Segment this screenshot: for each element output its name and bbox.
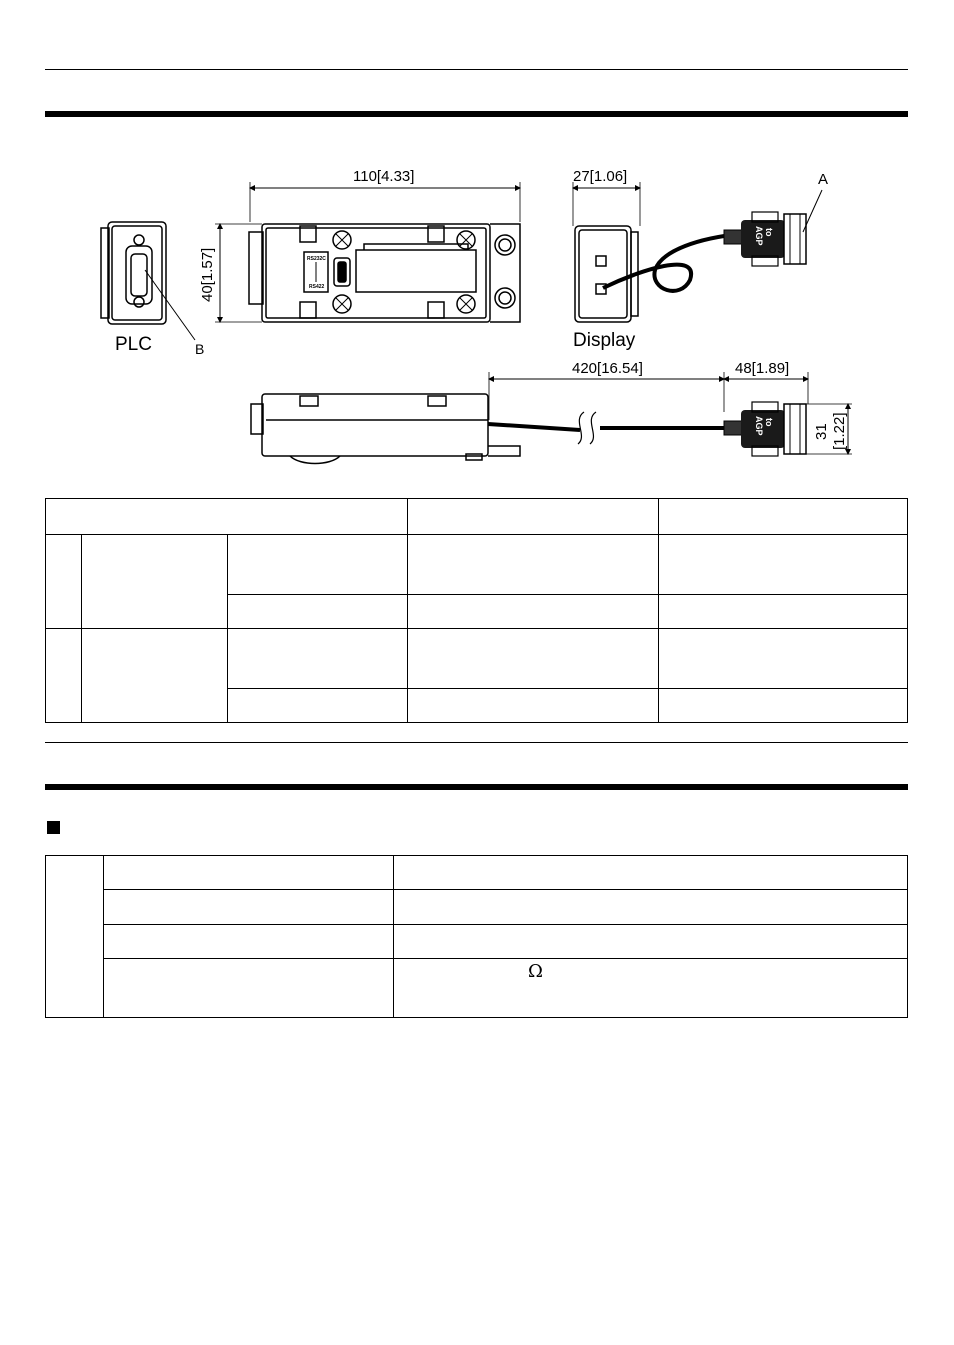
table2-cell xyxy=(103,959,393,1018)
table1-cell xyxy=(408,595,658,629)
table1-cell xyxy=(228,689,408,723)
table2-cell xyxy=(393,890,907,925)
section-divider xyxy=(45,742,908,743)
table1-cell xyxy=(228,535,408,595)
table2-cell xyxy=(393,925,907,959)
table1-cell xyxy=(658,689,907,723)
dim-conn-height-inch-label: [1.22] xyxy=(831,412,848,450)
label-a: A xyxy=(818,171,829,188)
connector-a xyxy=(724,212,806,266)
table2-cell xyxy=(103,890,393,925)
dim-depth-label: 27[1.06] xyxy=(573,168,628,185)
front-view xyxy=(249,224,520,322)
label-b: B xyxy=(195,341,205,357)
table1-cell xyxy=(228,595,408,629)
dim-height-label: 40[1.57] xyxy=(199,247,216,302)
table1-cell xyxy=(658,535,907,595)
dimension-drawing xyxy=(0,0,954,480)
table1-cell xyxy=(46,535,82,629)
section-rule-bottom xyxy=(45,784,908,790)
port-label-rs232c: RS232C xyxy=(307,256,326,262)
table1-cell xyxy=(82,535,228,629)
square-bullet-icon xyxy=(47,821,60,834)
table1-cell xyxy=(658,629,907,689)
dim-width-label: 110[4.33] xyxy=(353,168,415,185)
connector-bottom-text-to: to xyxy=(764,418,774,427)
table2-cell xyxy=(46,856,104,1018)
display-label: Display xyxy=(573,330,636,351)
connector-a-text-agp: AGP xyxy=(754,226,764,246)
table1-cell xyxy=(408,629,658,689)
table1-cell xyxy=(408,689,658,723)
connector-bottom xyxy=(724,402,806,456)
bottom-view xyxy=(251,394,724,464)
dimension-table xyxy=(45,498,908,723)
connector-bottom-text-agp: AGP xyxy=(754,416,764,436)
dim-cable-label: 420[16.54] xyxy=(572,360,643,377)
plc-side-view xyxy=(101,222,195,340)
table1-cell xyxy=(658,595,907,629)
table2-cell xyxy=(393,959,907,1018)
plc-label: PLC xyxy=(115,334,152,355)
table1-cell xyxy=(82,629,228,723)
table2-cell xyxy=(103,925,393,959)
display-side-view xyxy=(575,226,740,322)
table1-cell xyxy=(408,535,658,595)
table1-cell xyxy=(46,629,82,723)
connector-a-text-to: to xyxy=(764,228,774,237)
table1-cell xyxy=(228,629,408,689)
port-label-rs422: RS422 xyxy=(309,284,325,290)
table2-cell xyxy=(393,856,907,890)
table1-header-cell xyxy=(658,499,907,535)
dim-connector-label: 48[1.89] xyxy=(735,360,790,377)
table1-header-cell xyxy=(408,499,658,535)
dim-conn-height-label: 31 xyxy=(813,423,830,440)
spec-table xyxy=(45,855,908,1018)
table1-header-cell xyxy=(46,499,408,535)
table2-cell xyxy=(103,856,393,890)
omega-symbol: Ω xyxy=(528,961,543,982)
